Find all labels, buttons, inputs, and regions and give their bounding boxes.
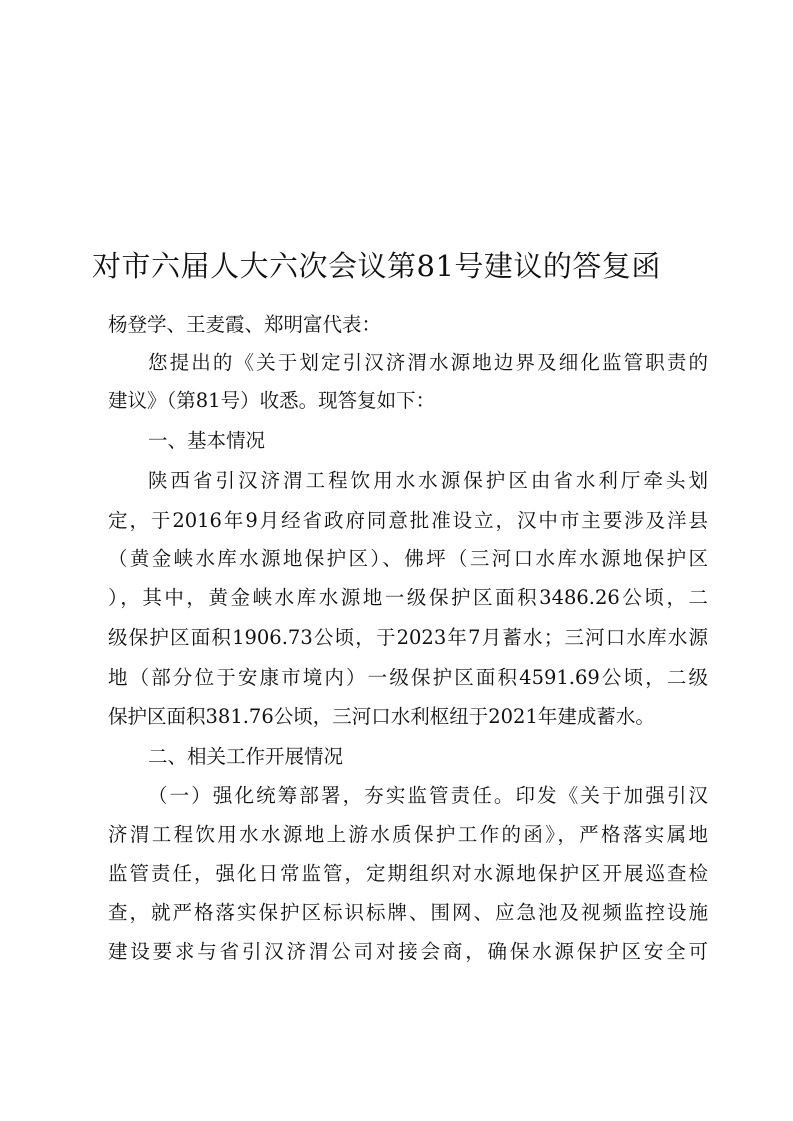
work-line-4: 查，就严格落实保护区标识标牌、围网、应急池及视频监控设施 [108, 901, 708, 924]
salutation: 杨登学、王麦霞、郑明富代表： [108, 313, 382, 336]
intro-line-1: 您提出的《关于划定引汉济渭水源地边界及细化监管职责的 [148, 351, 708, 374]
work-line-3: 监管责任，强化日常监管，定期组织对水源地保护区开展巡查检 [108, 862, 708, 885]
intro-line-2: 建议》（第81号）收悉。现答复如下： [108, 389, 436, 412]
document-title: 对市六届人大六次会议第81号建议的答复函 [92, 249, 661, 283]
basic-line-7: 保护区面积381.76公顷，三河口水利枢纽于2021年建成蓄水。 [108, 705, 655, 728]
work-line-1: （一）强化统筹部署，夯实监管责任。印发《关于加强引汉 [148, 784, 708, 807]
work-line-2: 济渭工程饮用水水源地上游水质保护工作的函》，严格落实属地 [108, 823, 708, 846]
basic-line-6: 地（部分位于安康市境内）一级保护区面积4591.69公顷，二级 [108, 666, 708, 689]
basic-line-3: （黄金峡水库水源地保护区）、佛坪（三河口水库水源地保护区 [108, 547, 708, 570]
work-line-5: 建设要求与省引汉济渭公司对接会商，确保水源保护区安全可 [108, 940, 708, 963]
basic-line-4: ），其中，黄金峡水库水源地一级保护区面积3486.26公顷，二 [108, 586, 708, 609]
basic-line-5: 级保护区面积1906.73公顷，于2023年7月蓄水；三河口水库水源 [108, 626, 708, 649]
basic-line-2: 定，于2016年9月经省政府同意批准设立，汉中市主要涉及洋县 [108, 509, 708, 532]
basic-line-1: 陕西省引汉济渭工程饮用水水源保护区由省水利厅牵头划 [148, 469, 708, 492]
section-heading-basic: 一、基本情况 [148, 429, 266, 452]
section-heading-work: 二、相关工作开展情况 [148, 745, 344, 768]
